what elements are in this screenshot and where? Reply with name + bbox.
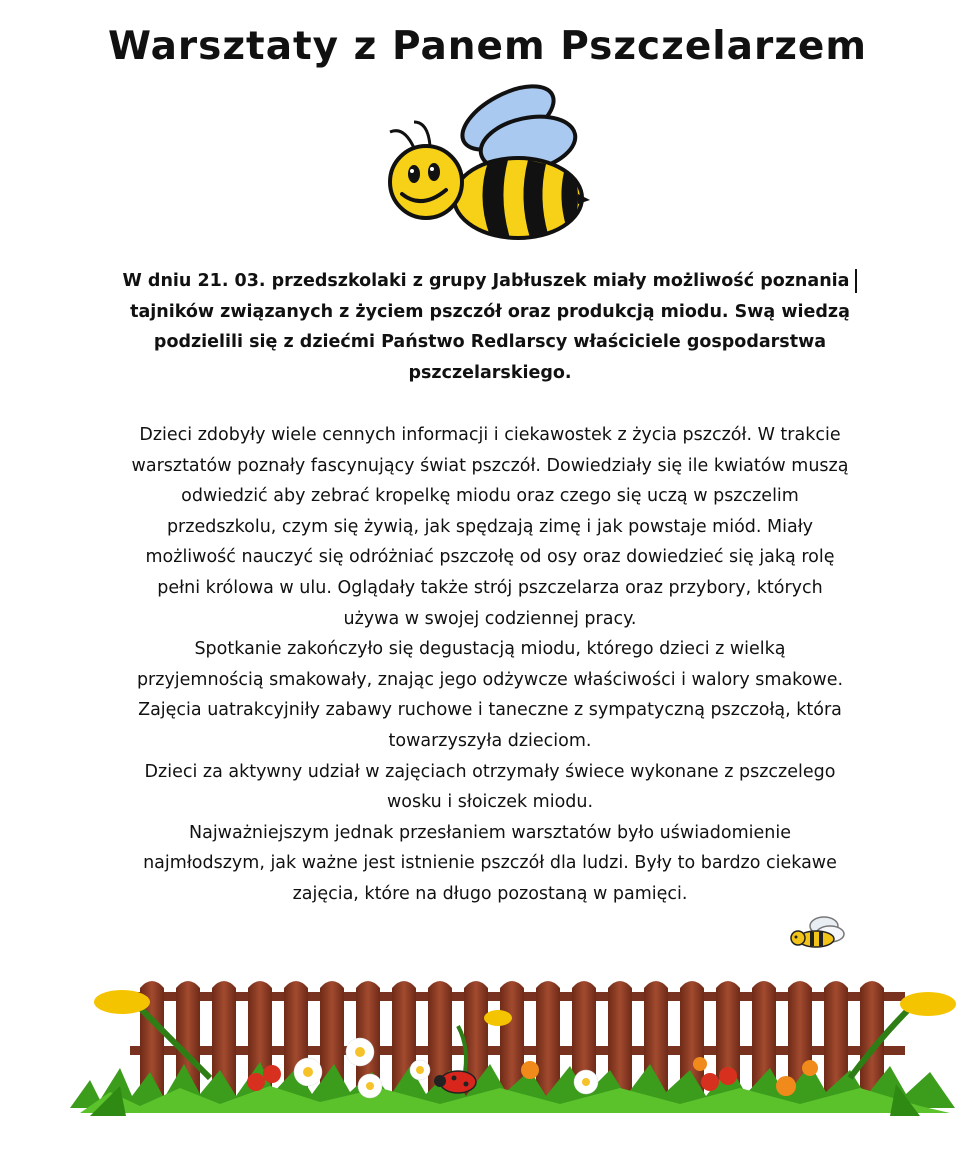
body-line: warsztatów poznały fascynujący świat pszczół. Dowiedziały się ile kwiatów muszą: [131, 455, 849, 476]
body-line: zajęcia, które na długo pozostaną w pamięci.: [292, 883, 688, 904]
body-line: używa w swojej codziennej pracy.: [343, 608, 637, 629]
body-line: przyjemnością smakowały, znając jego odżywcze właściwości i walory smakowe.: [136, 669, 844, 690]
small-bee-icon: [788, 912, 846, 950]
body-line: pełni królowa w ulu. Oglądały także strój pszczelarza oraz przybory, których: [157, 577, 823, 598]
bee-illustration: [380, 76, 595, 246]
intro-paragraph: [60, 266, 920, 388]
intro-line: pszczelarskiego.: [408, 362, 572, 383]
fence-garden-illustration: [60, 968, 965, 1118]
body-line: odwiedzić aby zebrać kropelkę miodu oraz czego się uczą w pszczelim: [181, 486, 799, 507]
body-line: najmłodszym, jak ważne jest istnienie pszczół dla ludzi. Były to bardzo ciekawe: [143, 853, 837, 874]
body-line: wosku i słoiczek miodu.: [386, 792, 594, 813]
intro-line: W dniu 21. 03. przedszkolaki z grupy Jabłuszek miały możliwość poznania: [122, 271, 850, 291]
body-line: Zajęcia uatrakcyjniły zabawy ruchowe i taneczne z sympatyczną pszczołą, która: [138, 700, 842, 721]
intro-line: tajników związanych z życiem pszczół oraz produkcją miodu. Swą wiedzą: [130, 301, 850, 322]
body-line: przedszkolu, czym się żywią, jak spędzają zimę i jak powstaje miód. Miały: [166, 516, 814, 537]
intro-line: podzielili się z dziećmi Państwo Redlarscy właściciele gospodarstwa: [153, 332, 827, 352]
body-line: Dzieci zdobyły wiele cennych informacji i ciekawostek z życia pszczół. W trakcie: [139, 425, 841, 445]
body-line: towarzyszyła dzieciom.: [388, 730, 592, 751]
body-line: możliwość nauczyć się odróżniać pszczołę od osy oraz dowiedzieć się jaką rolę: [145, 547, 835, 568]
text-cursor: [855, 269, 857, 293]
body-line: Dzieci za aktywny udział w zajęciach otrzymały świece wykonane z pszczelego: [144, 761, 836, 782]
body-line: Najważniejszym jednak przesłaniem warsztatów było uświadomienie: [189, 822, 791, 843]
page-title: Warsztaty z Panem Pszczelarzem: [107, 24, 868, 69]
body-line: Spotkanie zakończyło się degustacją miodu, którego dzieci z wielką: [194, 639, 786, 660]
body-paragraphs: [50, 420, 930, 910]
